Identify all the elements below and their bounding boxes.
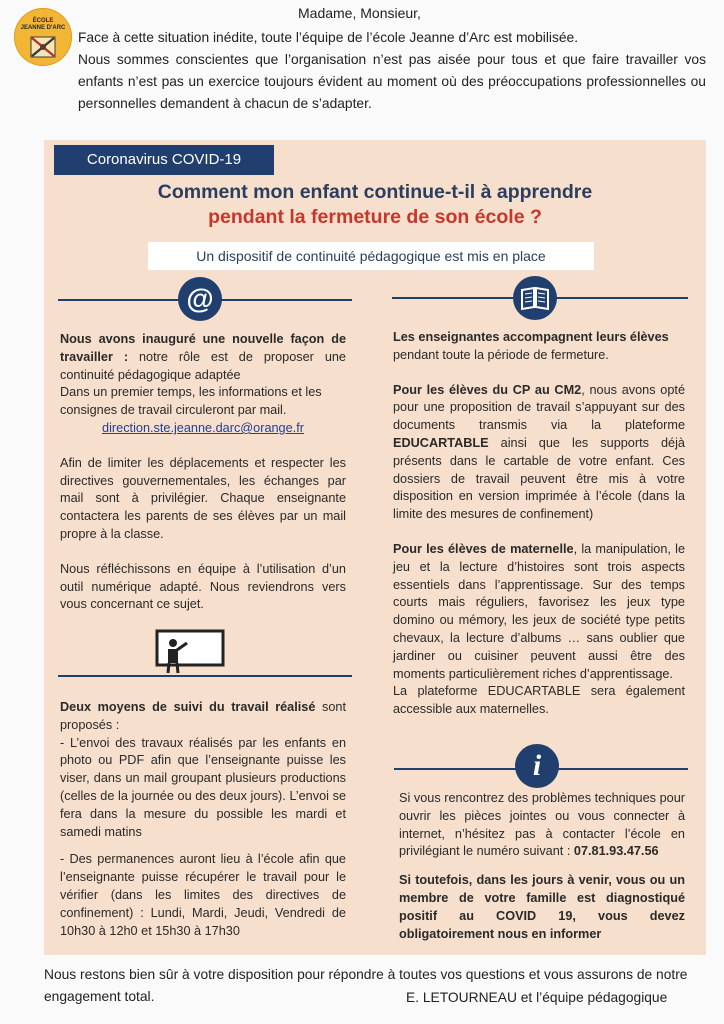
subtitle-banner: Un dispositif de continuité pédagogique est mis en place: [148, 242, 594, 270]
left-heading: Nous avons inauguré une nouvelle façon de travailler :: [60, 332, 346, 364]
signature: E. LETOURNEAU et l’équipe pédagogique: [406, 990, 668, 1005]
left-text: Dans un premier temps, les informations et les consignes de travail circuleront par mail.: [60, 385, 322, 418]
right-text: ainsi que les supports déjà présents dans le cartable de votre enfant. Ces dossiers de travail peuvent être mis à votre disposition en version imprimée à l’école (dans la limite des mesures de confinement): [393, 435, 685, 522]
right-heading: Pour les élèves de maternelle: [393, 541, 574, 556]
left-heading: Deux moyens de suivi du travail réalisé: [60, 700, 316, 714]
left-text: - L’envoi des travaux réalisés par les enfants en photo ou PDF afin que l’enseignante puisse les viser, dans un mail groupant plusieurs productions (celles de la journée ou des deux jours). L’envoi se fera dans la mesure du possible les mardi et samedi matins: [60, 735, 346, 839]
right-warning: Si toutefois, dans les jours à venir, vous ou un membre de votre famille est diagnostiqué positif au COVID 19, vous devez obligatoirement nous en informer: [399, 873, 685, 941]
right-heading: Les enseignantes accompagnent leurs élèves: [393, 330, 669, 344]
intro-paragraph: Nous sommes conscientes que l’organisation n’est pas aisée pour tous et que faire travailler vos enfants n’est pas un exercice toujours évident au moment où des préoccupations professionnelles ou personnelles demandent à chacun de s’adapter.: [78, 52, 706, 111]
left-text: Nous réfléchissons en équipe à l’utilisation d’un outil numérique adapté. Nous reviendrons vers vous concernant ce sujet.: [60, 561, 346, 612]
right-heading: Pour les élèves du CP au CM2: [393, 382, 582, 397]
at-sign-icon: @: [178, 277, 222, 321]
right-text: , la manipulation, le jeu et la lecture d’histoires sont trois aspects essentiels dans l’apprentissage. Sur des temps courts mais réguliers, favorisez les jeux type domino ou mémory, les jeux de société type petits chevaux, la lecture d’albums … sans oublier que jardiner ou cuisiner peuvent aussi être des moments particulièrement riches d’apprentissage.: [393, 541, 686, 681]
phone-number: 07.81.93.47.56: [573, 844, 659, 859]
right-text: pendant toute la période de fermeture.: [393, 347, 609, 362]
intro-paragraph: Face à cette situation inédite, toute l’équipe de l’école Jeanne d’Arc est mobilisée.: [78, 30, 579, 45]
left-text: - Des permanences auront lieu à l’école afin que l’enseignante puisse récupérer le travail pour le vérifier (dans les limites des directives de confinement) : Lundi, Mardi, Jeudi, Vendredi de 10h30 à 12h0 et 15h30 à 17h30: [60, 852, 346, 938]
left-text: Afin de limiter les déplacements et respecter les directives gouvernementales, les échanges par mail sont à privilégier. Chaque enseignante contactera les parents de ses élèves par un mail propre à la classe.: [60, 455, 346, 541]
left-text: notre rôle est de proposer une continuité pédagogique adaptée: [60, 349, 346, 382]
title-line-1: Comment mon enfant continue-t-il à apprendre: [157, 181, 593, 203]
email-link[interactable]: direction.ste.jeanne.darc@orange.fr: [102, 420, 304, 435]
logo-emblem-icon: [28, 33, 58, 61]
teacher-whiteboard-icon: [155, 629, 227, 680]
info-icon: i: [515, 744, 559, 788]
left-column: [60, 331, 346, 614]
left-column-lower: [60, 699, 346, 940]
closing-text: Nous restons bien sûr à votre disposition pour répondre à toutes vos questions et vous assurons de notre engagement total.: [44, 967, 688, 1004]
right-column: [393, 329, 685, 719]
open-book-icon: [513, 276, 557, 320]
logo-line2: JEANNE D'ARC: [20, 25, 66, 31]
covid-tag: Coronavirus COVID-19: [54, 145, 274, 175]
right-column-lower: [399, 790, 685, 943]
logo-line1: ÉCOLE: [32, 18, 54, 24]
left-text: sont proposés :: [60, 700, 346, 732]
right-text: , nous avons opté pour une proposition de travail s’appuyant sur des documents transmis via la plateforme: [393, 382, 685, 433]
title-line-2: pendant la fermeture de son école ?: [208, 206, 542, 228]
right-text: La plateforme EDUCARTABLE sera également accessible aux maternelles.: [393, 684, 685, 717]
salutation: Madame, Monsieur,: [298, 5, 421, 21]
educartable-name: EDUCARTABLE: [393, 435, 489, 450]
right-text: Si vous rencontrez des problèmes techniques pour ouvrir les pièces jointes ou vous connecter à internet, n’hésitez pas à contacter l’école en privilégiant le numéro suivant :: [399, 791, 685, 859]
school-logo: [14, 8, 72, 66]
intro-text: [78, 27, 706, 115]
